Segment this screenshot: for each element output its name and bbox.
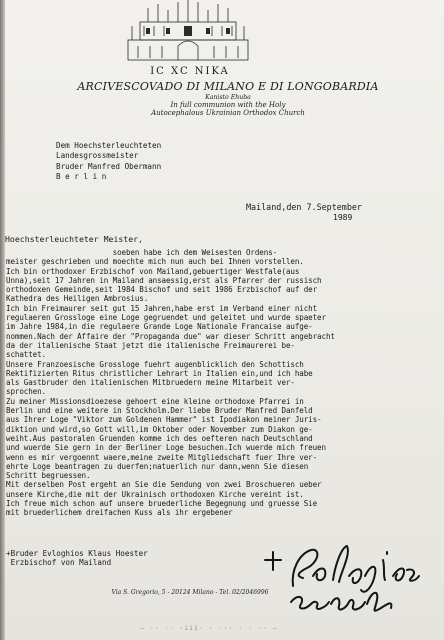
address-line-1: Dem Hoechsterleuchteten xyxy=(56,141,162,150)
salutation: Hoechsterleuchteter Meister, xyxy=(5,234,144,244)
closing-title: Erzbischof von Mailand xyxy=(6,558,112,568)
body-line: da der italienische Staat jetzt die italienische Freimaurerei be- xyxy=(6,340,295,350)
body-line: wenn es mir vergoennt waere,meine zweite Mitgliedschaft fuer Ihre ver- xyxy=(6,452,318,462)
body-line: Schritt begruessen. xyxy=(6,471,91,481)
body-line: mit bruederlichem dreifachen Kuss als ihr ergebener xyxy=(6,508,233,518)
body-line: Mit derselben Post ergeht an Sie die Sendung von zwei Broschueren ueber xyxy=(6,480,322,490)
body-line: ehrte Loge beantragen zu duerfen;natuerlich nur dann,wenn Sie diesen xyxy=(6,461,309,471)
letterhead-subtitle: Kanisto Ehuba xyxy=(205,94,251,101)
letterhead-line-2: Autocephalous Ukrainian Orthodox Church xyxy=(151,109,305,117)
letter-year: 1989 xyxy=(333,213,353,222)
letter-footer: Via S. Gregorio, 5 - 20124 Milano - Tel. 02/2046996 xyxy=(111,589,269,596)
recipient-address xyxy=(56,141,161,182)
scan-edge xyxy=(0,0,5,640)
body-line: diktion und wird,so Gott will,im Oktober oder November zum Diakon ge- xyxy=(6,424,313,434)
body-line: Rektifizierten Ritus christlicher Lehrart in Italien ein,und ich habe xyxy=(6,368,313,378)
body-line: Unna),seit 17 Jahren in Mailand ansaessig,erst als Pfarrer der russisch xyxy=(6,275,322,285)
address-line-3: Bruder Manfred Obermann xyxy=(56,161,162,171)
address-line-4: B e r l i n xyxy=(56,171,107,181)
address-line-2: Landesgrossmeister xyxy=(56,151,139,161)
scan-footer-mark: — ·· ·· ·iii· · ··· · · ·· — xyxy=(140,624,278,632)
crest-motto: IC XC NIKA xyxy=(150,66,230,77)
body-line: Zu meiner Missionsdioezese gehoert eine kleine orthodoxe Pfarrei in xyxy=(6,396,304,406)
body-line: unsere Kirche,die mit der Ukrainisch orthodoxen Kirche vereint ist. xyxy=(6,489,304,499)
body-line: Ich bin orthodoxer Erzbischof von Mailand,gebuertiger Westfale(aus xyxy=(6,266,300,276)
body-line: Berlin und eine weitere in Stockholm.Der liebe Bruder Manfred Danfeld xyxy=(6,406,313,416)
handwritten-signature-icon xyxy=(195,540,435,620)
body-line: nommen.Nach der Affaire der "Propaganda due" war dieser Schritt angebracht xyxy=(6,331,335,341)
body-line: Kathedra des Heiligen Ambrosius. xyxy=(6,294,149,304)
body-line: aus Ihrer Loge "Viktor zum Goldenen Hammer" ist Ipodiakon meiner Juris- xyxy=(6,415,322,425)
body-line: Ich bin Freimaurer seit gut 15 Jahren,habe erst im Verband einer nicht xyxy=(6,303,318,313)
body-line: sprochen. xyxy=(6,387,46,397)
body-line: regulaeren Grossloge eine Loge gegruendet und geleitet und wurde spaeter xyxy=(6,313,326,323)
body-line: meister geschrieben und moechte mich nun auch bei Ihnen vorstellen. xyxy=(6,257,304,267)
letterhead xyxy=(68,80,388,117)
body-line: und wuerde Sie gern in der Berliner Loge besuchen.Ich wuerde mich freuen xyxy=(6,443,326,453)
body-line: Unsere Franzoesische Grossloge fuehrt augenblicklich den Schottisch xyxy=(6,359,304,369)
letter-date: Mailand,den 7.September xyxy=(246,202,362,212)
body-line: im Jahre 1984,in die regulaere Grande Loge Nationale Francaise aufge- xyxy=(6,322,313,332)
closing-name: +Bruder Evloghios Klaus Hoester xyxy=(6,549,148,558)
body-line: weiht.Aus pastoralen Gruenden komme ich des oefteren nach Deutschland xyxy=(6,433,313,443)
letterhead-line-1: In full communion with the Holy xyxy=(170,101,286,109)
body-line: Ich freue mich schon auf unsere bruederliche Begegnung und gruesse Sie xyxy=(6,499,318,509)
body-line: als Gastbruder den italienischen Mitbruedern meine Mitarbeit ver- xyxy=(6,378,295,388)
body-line: soeben habe ich dem Weisesten Ordens- xyxy=(6,248,278,257)
body-line: schattet. xyxy=(6,350,46,360)
letter-body xyxy=(6,248,426,518)
body-line: orthodoxen Gemeinde,seit 1984 Bischof und seit 1986 Erzbischof auf der xyxy=(6,285,318,295)
cathedral-crest-icon xyxy=(118,0,258,62)
letterhead-title: ARCIVESCOVADO DI MILANO E DI LONGOBARDIA xyxy=(77,80,379,93)
